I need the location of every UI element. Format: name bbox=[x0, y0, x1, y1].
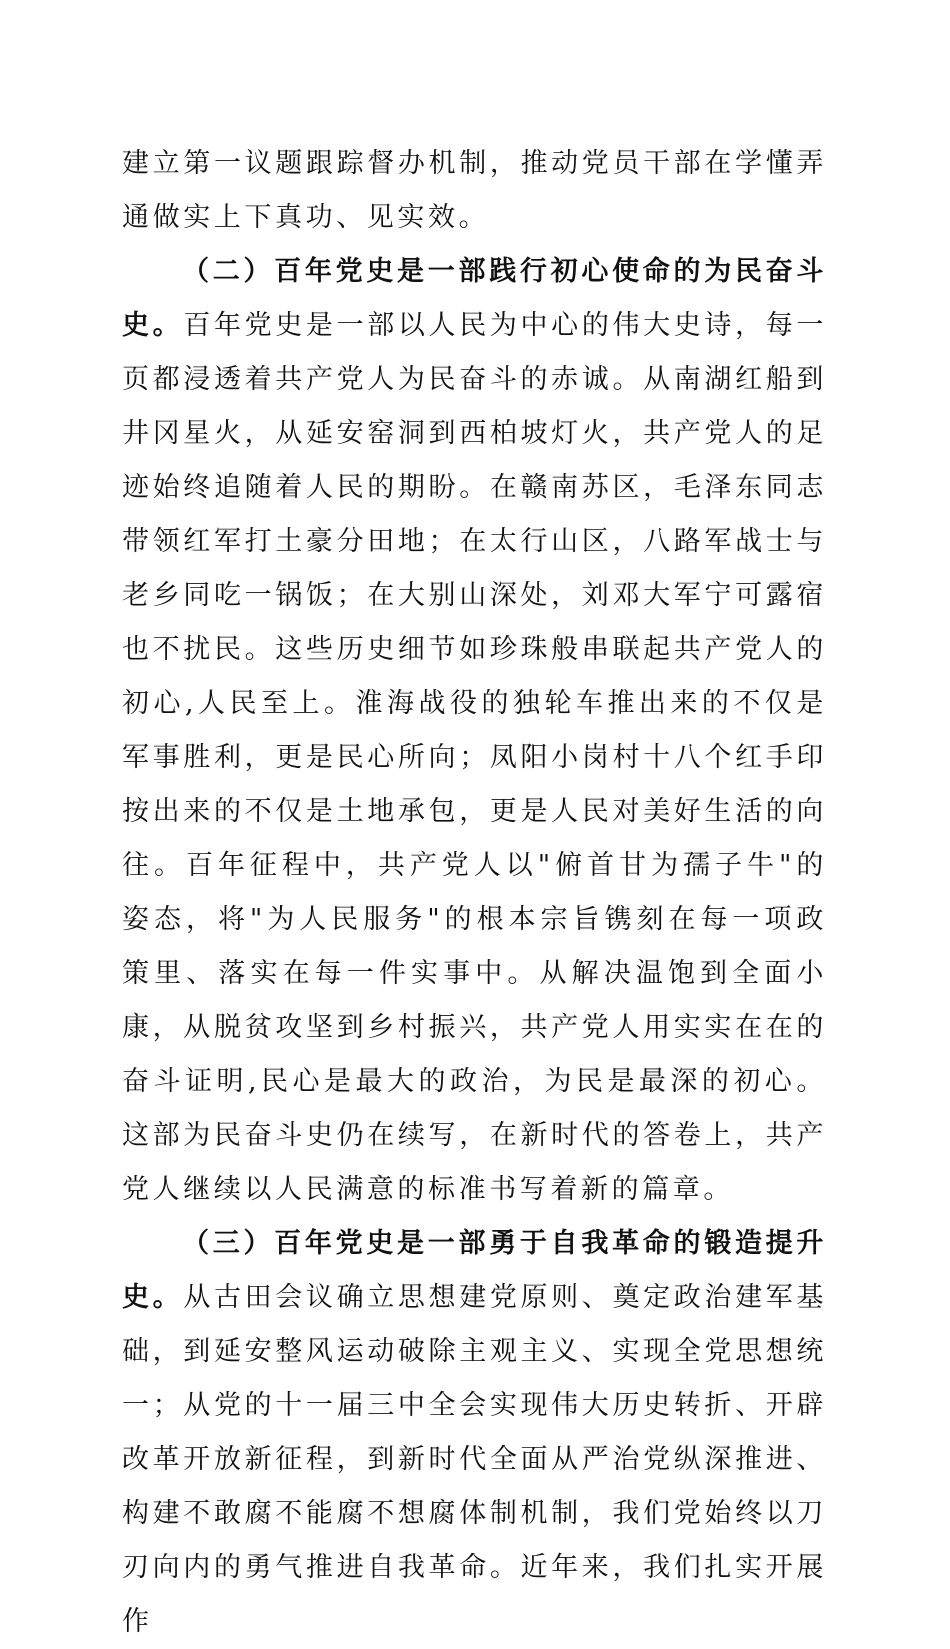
section-heading: （二）百年党史是一部践行初心使命的为民奋斗史。 bbox=[122, 256, 827, 341]
paragraph-body: 从古田会议确立思想建党原则、奠定政治建军基础，到延安整风运动破除主观主义、实现全党思想统一；从党的十一届三中全会实现伟大历史转折、开辟改革开放新征程，到新时代全面从严治党纵深推进、构建不敢腐不能腐不想腐体制机制，我们党始终以刀刃向内的勇气推进自我革命。近年来，我们扎实开展作 bbox=[122, 1282, 827, 1637]
paragraph-body: 建立第一议题跟踪督办机制，推动党员干部在学懂弄通做实上下真功、见实效。 bbox=[122, 148, 827, 233]
paragraph-continuation bbox=[122, 137, 827, 245]
section-heading: （三）百年党史是一部勇于自我革命的锻造提升史。 bbox=[122, 1228, 827, 1313]
paragraph-section-two bbox=[122, 245, 827, 1217]
paragraph-body: 百年党史是一部以人民为中心的伟大史诗，每一页都浸透着共产党人为民奋斗的赤诚。从南湖红船到井冈星火，从延安窑洞到西柏坡灯火，共产党人的足迹始终追随着人民的期盼。在赣南苏区，毛泽东同志带领红军打土豪分田地；在太行山区，八路军战士与老乡同吃一锅饭；在大别山深处，刘邓大军宁可露宿也不扰民。这些历史细节如珍珠般串联起共产党人的初心,人民至上。淮海战役的独轮车推出来的不仅是军事胜利，更是民心所向；凤阳小岗村十八个红手印按出来的不仅是土地承包，更是人民对美好生活的向往。百年征程中，共产党人以"俯首甘为孺子牛"的姿态，将"为人民服务"的根本宗旨镌刻在每一项政策里、落实在每一件实事中。从解决温饱到全面小康，从脱贫攻坚到乡村振兴，共产党人用实实在在的奋斗证明,民心是最大的政治，为民是最深的初心。这部为民奋斗史仍在续写，在新时代的答卷上，共产党人继续以人民满意的标准书写着新的篇章。 bbox=[122, 310, 827, 1205]
document-body bbox=[122, 137, 827, 1649]
paragraph-section-three bbox=[122, 1217, 827, 1649]
